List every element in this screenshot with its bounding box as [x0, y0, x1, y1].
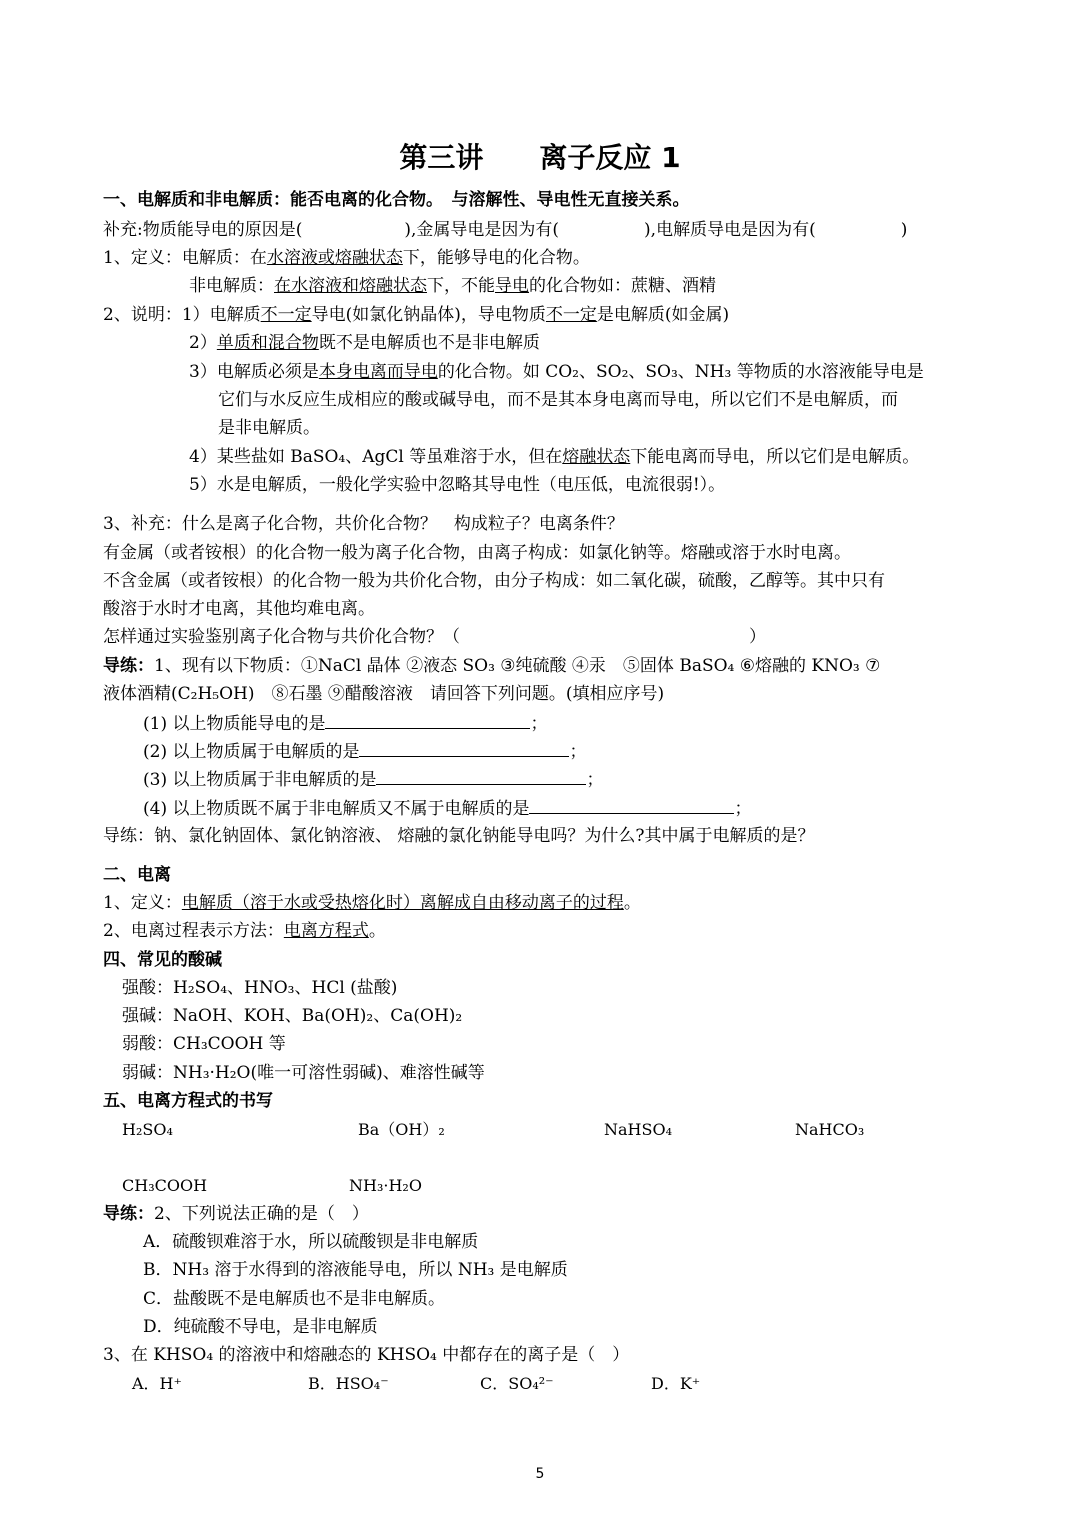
text: ； — [734, 799, 752, 819]
text: 是电解质(如金属) — [596, 305, 730, 325]
question-3 — [143, 768, 603, 791]
weak-acid-line: 弱酸：CH₃COOH 等 — [122, 1034, 286, 1054]
question-1 — [143, 712, 547, 735]
formula-nahso4: NaHSO₄ — [604, 1120, 672, 1139]
underlined-text: 不一定 — [545, 305, 597, 325]
underlined-text: 水溶液或熔融状态 — [266, 248, 403, 268]
underlined-text: 电解质（溶于水或受热熔化时）离解成自由移动离子的过程 — [181, 893, 624, 913]
ex3-option-a: A．H⁺ — [132, 1374, 182, 1393]
strong-acid-line: 强酸：H₂SO₄、HNO₃、HCl (盐酸) — [122, 978, 398, 998]
option-b: B．NH₃ 溶于水得到的溶液能导电，所以 NH₃ 是电解质 — [143, 1260, 568, 1280]
text: 1、定义：电解质：在 — [103, 248, 267, 268]
section-4-heading: 四、常见的酸碱 — [103, 950, 222, 970]
answer-blank[interactable] — [529, 797, 734, 814]
text: 导电(如氯化钠晶体)，导电物质 — [311, 305, 546, 325]
exercise-label: 导练： — [103, 1204, 154, 1224]
option-a: A．硫酸钡难溶于水，所以硫酸钡是非电解质 — [143, 1232, 479, 1252]
text: 1、现有以下物质：①NaCl 晶体 ②液态 SO₃ ③纯硫酸 ④汞 ⑤固体 BaSO₄ ⑥熔融的 KNO₃ ⑦ — [154, 656, 881, 676]
exercise-3: 3、在 KHSO₄ 的溶液中和熔融态的 KHSO₄ 中都存在的离子是（ ） — [103, 1345, 630, 1365]
text: 4）某些盐如 BaSO₄、AgCl 等虽难溶于水，但在 — [189, 447, 563, 467]
ionization-definition — [103, 892, 641, 914]
text: 下能电离而导电，所以它们是电解质。 — [630, 447, 920, 467]
text: 非电解质： — [189, 276, 274, 296]
strong-base-line: 强碱：NaOH、KOH、Ba(OH)₂、Ca(OH)₂ — [122, 1006, 463, 1026]
explanation-3-cont: 它们与水反应生成相应的酸或碱导电，而不是其本身电离而导电，所以它们不是电解质，而 — [218, 390, 898, 410]
text: 2、电离过程表示方法： — [103, 921, 284, 941]
covalent-compound-note: 不含金属（或者铵根）的化合物一般为共价化合物，由分子构成：如二氧化碳，硫酸，乙醇等。其中只有 — [103, 571, 885, 591]
text: 的化合物如：蔗糖、酒精 — [529, 276, 716, 296]
explanation-2 — [189, 332, 540, 354]
option-c: C．盐酸既不是电解质也不是非电解质。 — [143, 1289, 446, 1309]
answer-blank[interactable] — [376, 768, 586, 785]
formula-h2so4: H₂SO₄ — [122, 1120, 173, 1139]
non-electrolyte-definition — [189, 275, 716, 297]
text: ； — [530, 714, 548, 734]
text: 1、定义： — [103, 893, 182, 913]
exercise-2 — [103, 1203, 369, 1225]
text: 既不是电解质也不是非电解质 — [318, 333, 540, 353]
question-4 — [143, 797, 751, 820]
underlined-text: 电离方程式 — [283, 921, 369, 941]
underlined-text: 导电 — [495, 276, 529, 296]
weak-base-line: 弱碱：NH₃·H₂O(唯一可溶性弱碱)、难溶性碱等 — [122, 1063, 485, 1083]
text: (4) 以上物质既不属于非电解质又不属于电解质的是 — [143, 799, 530, 819]
ionization-expression — [103, 920, 386, 942]
underlined-text: 在水溶液和熔融状态 — [274, 276, 427, 296]
text: ； — [569, 742, 587, 762]
ex3-option-d: D．K⁺ — [651, 1374, 701, 1393]
exercise-label: 导练： — [103, 656, 154, 676]
text: 2） — [189, 333, 217, 353]
formula-nahco3: NaHCO₃ — [795, 1120, 865, 1139]
text: 的化合物。如 CO₂、SO₂、SO₃、NH₃ 等物质的水溶液能导电是 — [437, 362, 924, 382]
page-title: 第三讲 离子反应 1 — [399, 141, 681, 174]
text: 。 — [623, 893, 641, 913]
text: 下，不能 — [427, 276, 495, 296]
text: ； — [586, 770, 604, 790]
text: (3) 以上物质属于非电解质的是 — [143, 770, 377, 790]
supplement-line: 补充:物质能导电的原因是( ),金属导电是因为有( ),电解质导电是因为有( ) — [103, 220, 908, 240]
underlined-text: 本身电离而导电 — [318, 362, 438, 382]
underlined-text: 熔融状态 — [562, 447, 631, 467]
text: 下，能够导电的化合物。 — [402, 248, 590, 268]
answer-blank[interactable] — [359, 740, 569, 757]
text: (2) 以上物质属于电解质的是 — [143, 742, 360, 762]
explanation-5: 5）水是电解质，一般化学实验中忽略其导电性（电压低，电流很弱!）。 — [189, 475, 726, 495]
option-d: D．纯硫酸不导电，是非电解质 — [143, 1317, 378, 1337]
text: 3）电解质必须是 — [189, 362, 319, 382]
exercise-1 — [103, 655, 880, 677]
underlined-text: 单质和混合物 — [216, 333, 319, 353]
covalent-compound-note-cont: 酸溶于水时才电离，其他均难电离。 — [103, 599, 375, 619]
ex3-option-c: C．SO₄²⁻ — [480, 1374, 554, 1393]
section-2-heading: 二、电离 — [103, 865, 171, 885]
exercise-1-cont: 液体酒精(C₂H₅OH) ⑧石墨 ⑨醋酸溶液 请回答下列问题。(填相应序号) — [103, 684, 665, 704]
explanation-1 — [103, 304, 729, 326]
supplement-3: 3、补充：什么是离子化合物，共价化合物？ 构成粒子？电离条件？ — [103, 514, 624, 534]
underlined-text: 不一定 — [260, 305, 312, 325]
formula-baoh2: Ba（OH）₂ — [358, 1120, 445, 1139]
formula-nh3h2o: NH₃·H₂O — [349, 1176, 422, 1195]
definition-line — [103, 247, 590, 269]
explanation-4 — [189, 446, 919, 468]
text: 2、说明：1）电解质 — [103, 305, 261, 325]
section-5-heading: 五、电离方程式的书写 — [103, 1091, 273, 1111]
text: 。 — [368, 921, 386, 941]
text: 2、下列说法正确的是（ ） — [154, 1204, 369, 1224]
ionic-compound-note: 有金属（或者铵根）的化合物一般为离子化合物，由离子构成：如氯化钠等。熔融或溶于水时电离。 — [103, 543, 851, 563]
ex3-option-b: B．HSO₄⁻ — [308, 1374, 389, 1393]
page-number: 5 — [535, 1466, 545, 1482]
exercise-sodium: 导练：钠、氯化钠固体、氯化钠溶液、 熔融的氯化钠能导电吗？为什么?其中属于电解质的是？ — [103, 826, 815, 846]
text: (1) 以上物质能导电的是 — [143, 714, 326, 734]
formula-ch3cooh: CH₃COOH — [122, 1176, 208, 1195]
question-2 — [143, 740, 586, 763]
explanation-3-end: 是非电解质。 — [218, 418, 320, 438]
answer-blank[interactable] — [325, 712, 530, 729]
section-1-heading: 一、电解质和非电解质：能否电离的化合物。 与溶解性、导电性无直接关系。 — [103, 190, 690, 210]
explanation-3 — [189, 361, 924, 383]
experiment-question: 怎样通过实验鉴别离子化合物与共价化合物？（ ） — [103, 627, 766, 647]
